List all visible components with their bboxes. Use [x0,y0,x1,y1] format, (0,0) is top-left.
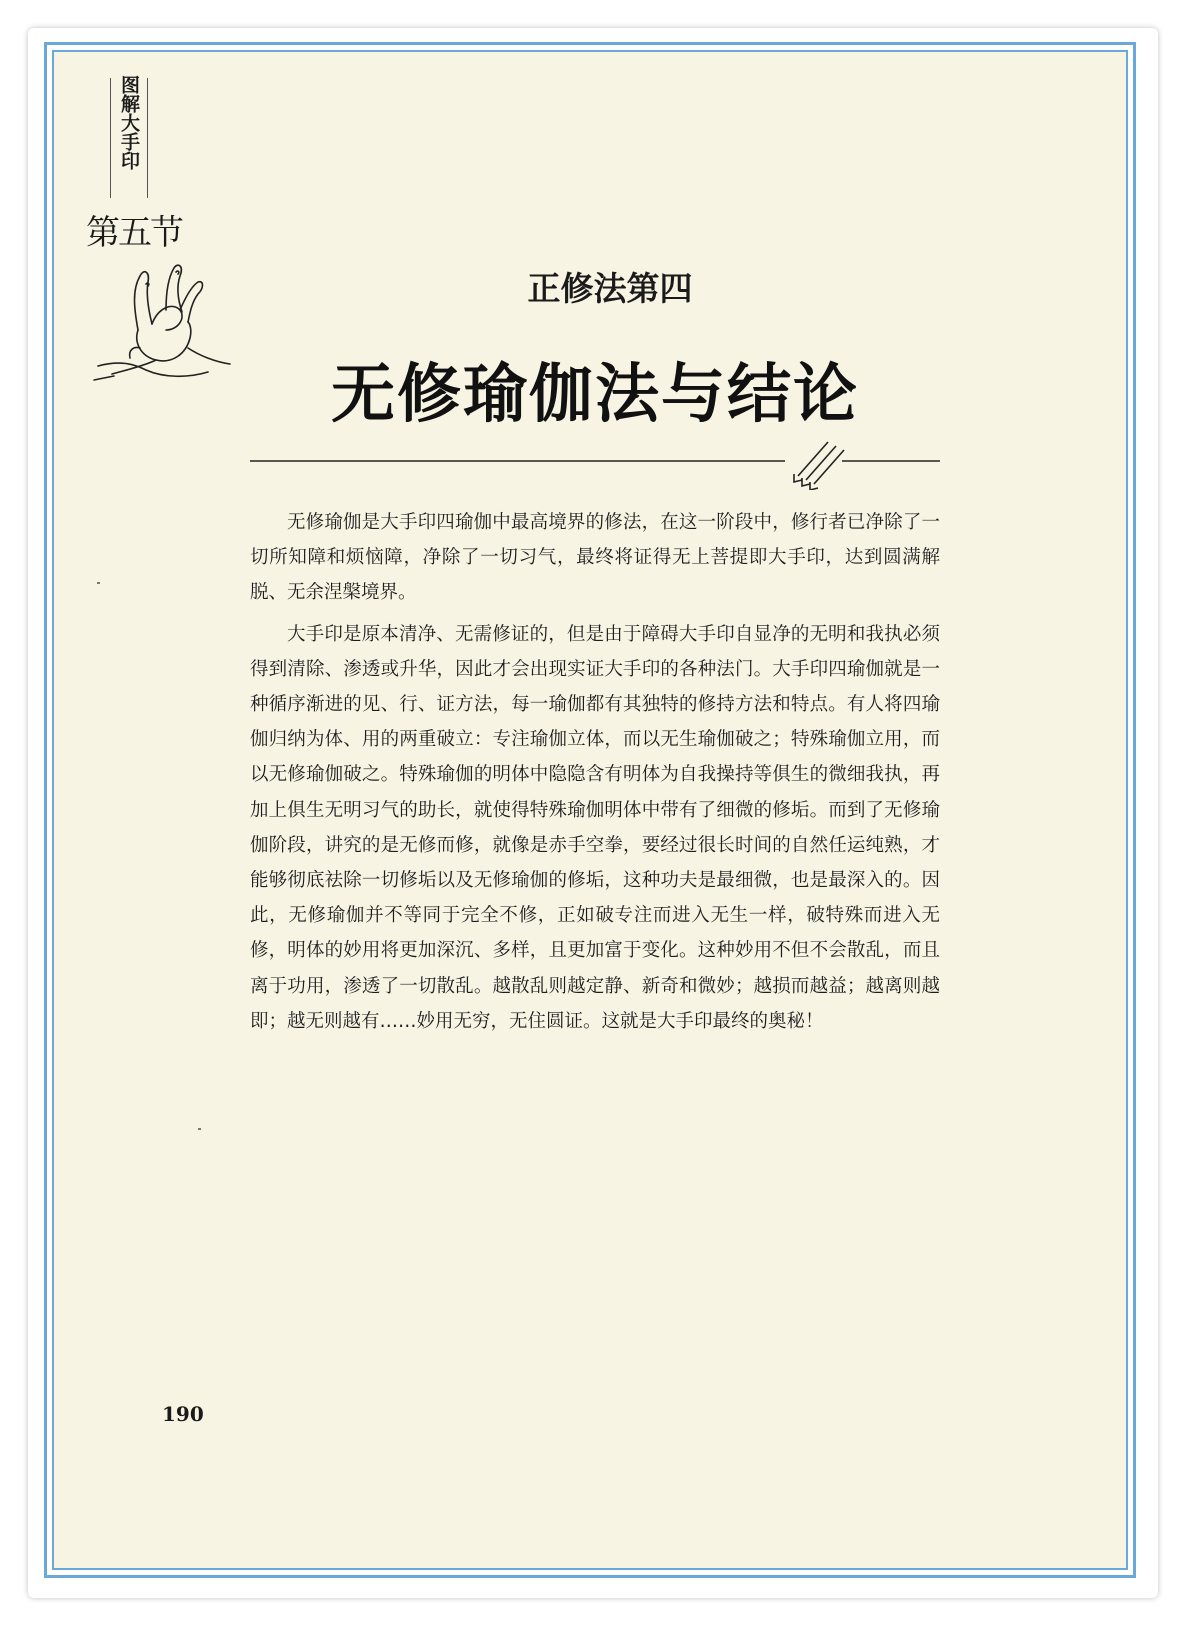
body-text [250,505,940,1045]
title-divider-arrows [250,430,940,490]
section-label: 第五节 [86,213,182,253]
page-number: 190 [162,1402,204,1426]
scan-speck [198,1128,201,1130]
page-title: 无修瑜伽法与结论 [331,358,859,432]
book-title-vertical: 图解大手印 [118,75,140,170]
scan-speck [97,582,100,584]
paragraph: 大手印是原本清净、无需修证的，但是由于障碍大手印自显净的无明和我执必须得到清除、渗透或升华，因此才会出现实证大手印的各种法门。大手印四瑜伽就是一种循序渐进的见、行、证方法，每一瑜伽都有其独特的修持方法和特点。有人将四瑜伽归纳为体、用的两重破立：专注瑜伽立体，而以无生瑜伽破之；特殊瑜伽立用，而以无修瑜伽破之。特殊瑜伽的明体中隐隐含有明体为自我操持等俱生的微细我执，再加上俱生无明习气的助长，就使得特殊瑜伽明体中带有了细微的修垢。而到了无修瑜伽阶段，讲究的是无修而修，就像是赤手空拳，要经过很长时间的自然任运纯熟，才能够彻底祛除一切修垢以及无修瑜伽的修垢，这种功夫是最细微，也是最深入的。因此，无修瑜伽并不等同于完全不修，正如破专注而进入无生一样，破特殊而进入无修，明体的妙用将更加深沉、多样，且更加富于变化。这种妙用不但不会散乱，而且离于功用，渗透了一切散乱。越散乱则越定静、新奇和微妙；越损而越益；越离则越即；越无则越有……妙用无穷，无住圆证。这就是大手印最终的奥秘！ [250,623,940,1032]
mudra-hand-icon [68,238,238,388]
paragraph: 无修瑜伽是大手印四瑜伽中最高境界的修法，在这一阶段中，修行者已净除了一切所知障和烦恼障，净除了一切习气，最终将证得无上菩提即大手印，达到圆满解脱、无余涅槃境界。 [250,512,940,604]
chapter-subtitle: 正修法第四 [527,269,693,308]
